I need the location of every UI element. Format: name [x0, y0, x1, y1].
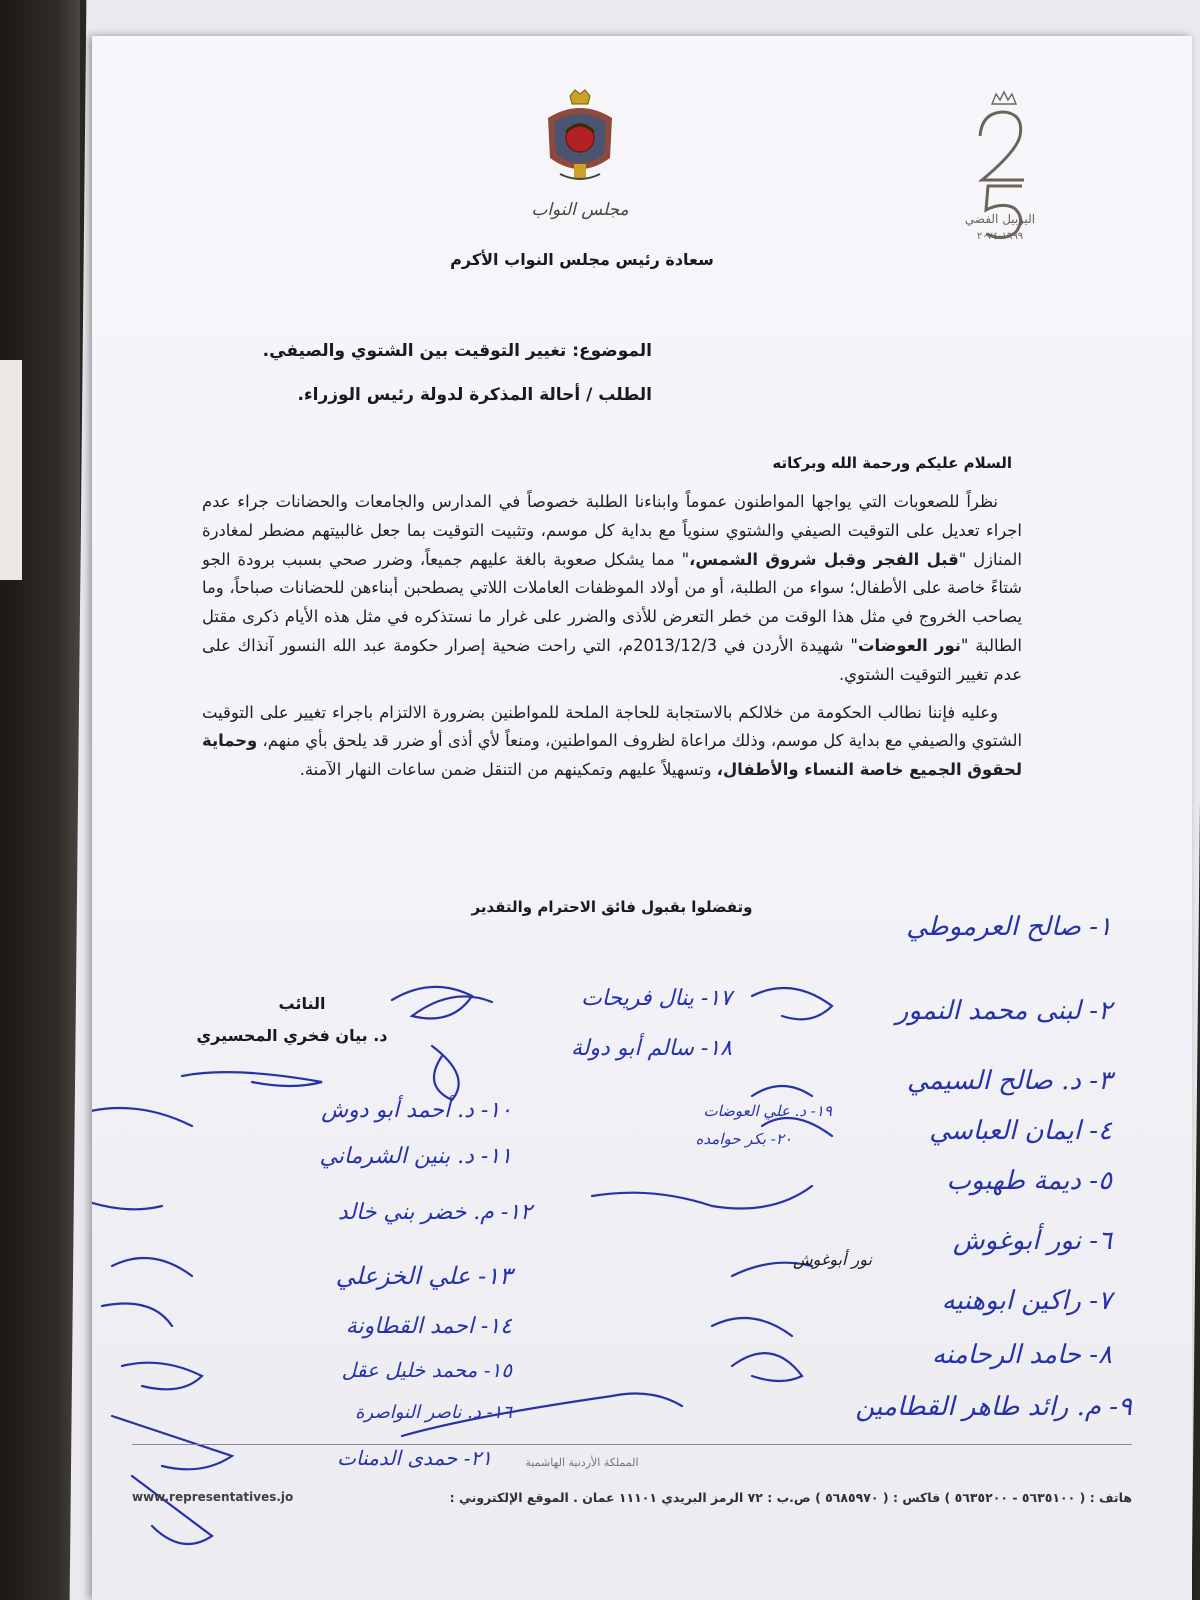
- signature-entry: ٦- نور أبوغوش: [952, 1226, 1112, 1256]
- signature-entry: ٢٠- بكر حوامده: [695, 1130, 792, 1148]
- signature-entry: ١٧- ينال فريحات: [581, 986, 732, 1011]
- background-desk: [0, 0, 80, 1600]
- footer-divider: [132, 1444, 1132, 1445]
- addressee: سعادة رئيس مجلس النواب الأكرم: [450, 250, 714, 269]
- body-text-span: " مما يشكل صعوبة بالغة عليهم جميعاً، وضرر صحي بسبب برودة الجو شتاءً خاصة على الأطفال؛ سواء من الطلبة، أو من أولاد الموظفات العاملات اللاتي يصطحبن أبناءهن للحضانات صباحاً، وما يصاحب الخروج في مثل هذا الوقت من خطر التعرض للأذى والضرر على غرار ما نستذكره في مثل هذه الأيام ذكرى مقتل الطالبة ": [202, 549, 1022, 655]
- subject-line: الموضوع: تغيير التوقيت بين الشتوي والصيفي.: [262, 341, 652, 361]
- greeting: السلام عليكم ورحمة الله وبركاته: [772, 454, 1012, 472]
- body-bold-span: نور العوضات: [857, 635, 961, 655]
- signature-entry: ١٠- د. أحمد أبو دوش: [321, 1098, 512, 1123]
- body-text-span: وعليه فإننا نطالب الحكومة من خلالكم بالاستجابة للحاجة الملحة للمواطنين بضرورة الالتزام باجراء تغيير على التوقيت الشتوي والصيفي مع بداية كل موسم، وذلك مراعاة لظروف المواطنين، ومنعاً لأي أذى أو ضرر قد يلحق بأي منهم،: [202, 702, 1022, 751]
- jubilee-label: اليوبيل الفضي: [964, 212, 1036, 226]
- jubilee-years: ١٩٩٩-٢٠٢٤: [976, 231, 1024, 242]
- signature-entry: ١٢- م. خضر بني خالد: [337, 1200, 532, 1225]
- signature-entry: ١٣- علي الخزعلي: [335, 1262, 512, 1290]
- signature-scribbles: [92, 36, 1192, 1600]
- signature-entry: ١٦- د. ناصر النواصرة: [355, 1402, 512, 1423]
- signature-entry: نور أبوغوش: [793, 1250, 872, 1269]
- paper-edge: [0, 360, 22, 580]
- signature-entry: ٣- د. صالح السيمي: [907, 1066, 1112, 1096]
- body-bold-span: قبل الفجر وقبل شروق الشمس،: [689, 549, 959, 569]
- footer-website-link[interactable]: www.representatives.jo: [132, 1490, 294, 1504]
- signer-title: النائب: [278, 994, 326, 1013]
- signature-entry: ٨- حامد الرحامنه: [931, 1340, 1112, 1370]
- signature-entry: ١١- د. بنين الشرماني: [319, 1144, 512, 1169]
- closing-line: وتفضلوا بقبول فائق الاحترام والتقدير: [471, 898, 753, 916]
- signature-entry: ١٤- احمد القطاونة: [345, 1314, 512, 1339]
- body-text-span: " شهيدة الأردن في 2013/12/3م، التي راحت ضحية إصرار حكومة عبد الله النسور آنذاك على عدم تغيير التوقيت الشتوي.: [202, 635, 1022, 684]
- council-name: مجلس النواب: [531, 200, 629, 220]
- signature-entry: ٢١- حمدى الدمنات: [337, 1446, 492, 1470]
- signature-entry: ١٩- د. علي العوضات: [703, 1102, 832, 1120]
- request-line: الطلب / أحالة المذكرة لدولة رئيس الوزراء.: [297, 385, 652, 405]
- signature-entry: ١٨- سالم أبو دولة: [570, 1036, 732, 1061]
- signature-entry: ٥- ديمة طهبوب: [946, 1166, 1112, 1196]
- footer-contact: هاتف : ( ٥٦٣٥١٠٠ - ٥٦٣٥٢٠٠ ) فاكس : ( ٥٦٨٥٩٧٠ ) ص.ب : ٧٢ الرمز البريدي ١١١٠١ عمان . الموقع الإلكتروني :: [449, 1490, 1132, 1505]
- signature-entry: ٢- لبنى محمد النمور: [895, 996, 1112, 1026]
- body-text-span: نظراً للصعوبات التي يواجها المواطنون عموماً وابناءنا الطلبة خصوصاً في المدارس والجامعات والحضانات جراء عدم اجراء تعديل على التوقيت الصيفي والشتوي سنوياً مع بداية كل موسم، وتثبيت التوقيت بما جعل غالبيتهم مضطر لمغادرة المنازل ": [202, 492, 1022, 569]
- signature-entry: ١٥- محمد خليل عقل: [341, 1358, 512, 1382]
- signature-entry: ٩- م. رائد طاهر القطامين: [855, 1392, 1132, 1422]
- body-text-span: وتسهيلاً عليهم وتمكينهم من التنقل ضمن ساعات النهار الآمنة.: [299, 760, 717, 780]
- letter-page: [92, 36, 1192, 1600]
- signature-entry: ٧- راكين ابوهنيه: [941, 1286, 1112, 1316]
- signature-entry: ١- صالح العرموطي: [906, 912, 1112, 942]
- body-bold-span: وحماية لحقوق الجميع خاصة النساء والأطفال،: [202, 731, 1022, 780]
- footer-kingdom: المملكة الأردنية الهاشمية: [525, 1456, 639, 1469]
- signature-entry: ٤- ايمان العباسي: [929, 1116, 1112, 1146]
- signer-name: د. بيان فخري المحسيري: [196, 1026, 388, 1045]
